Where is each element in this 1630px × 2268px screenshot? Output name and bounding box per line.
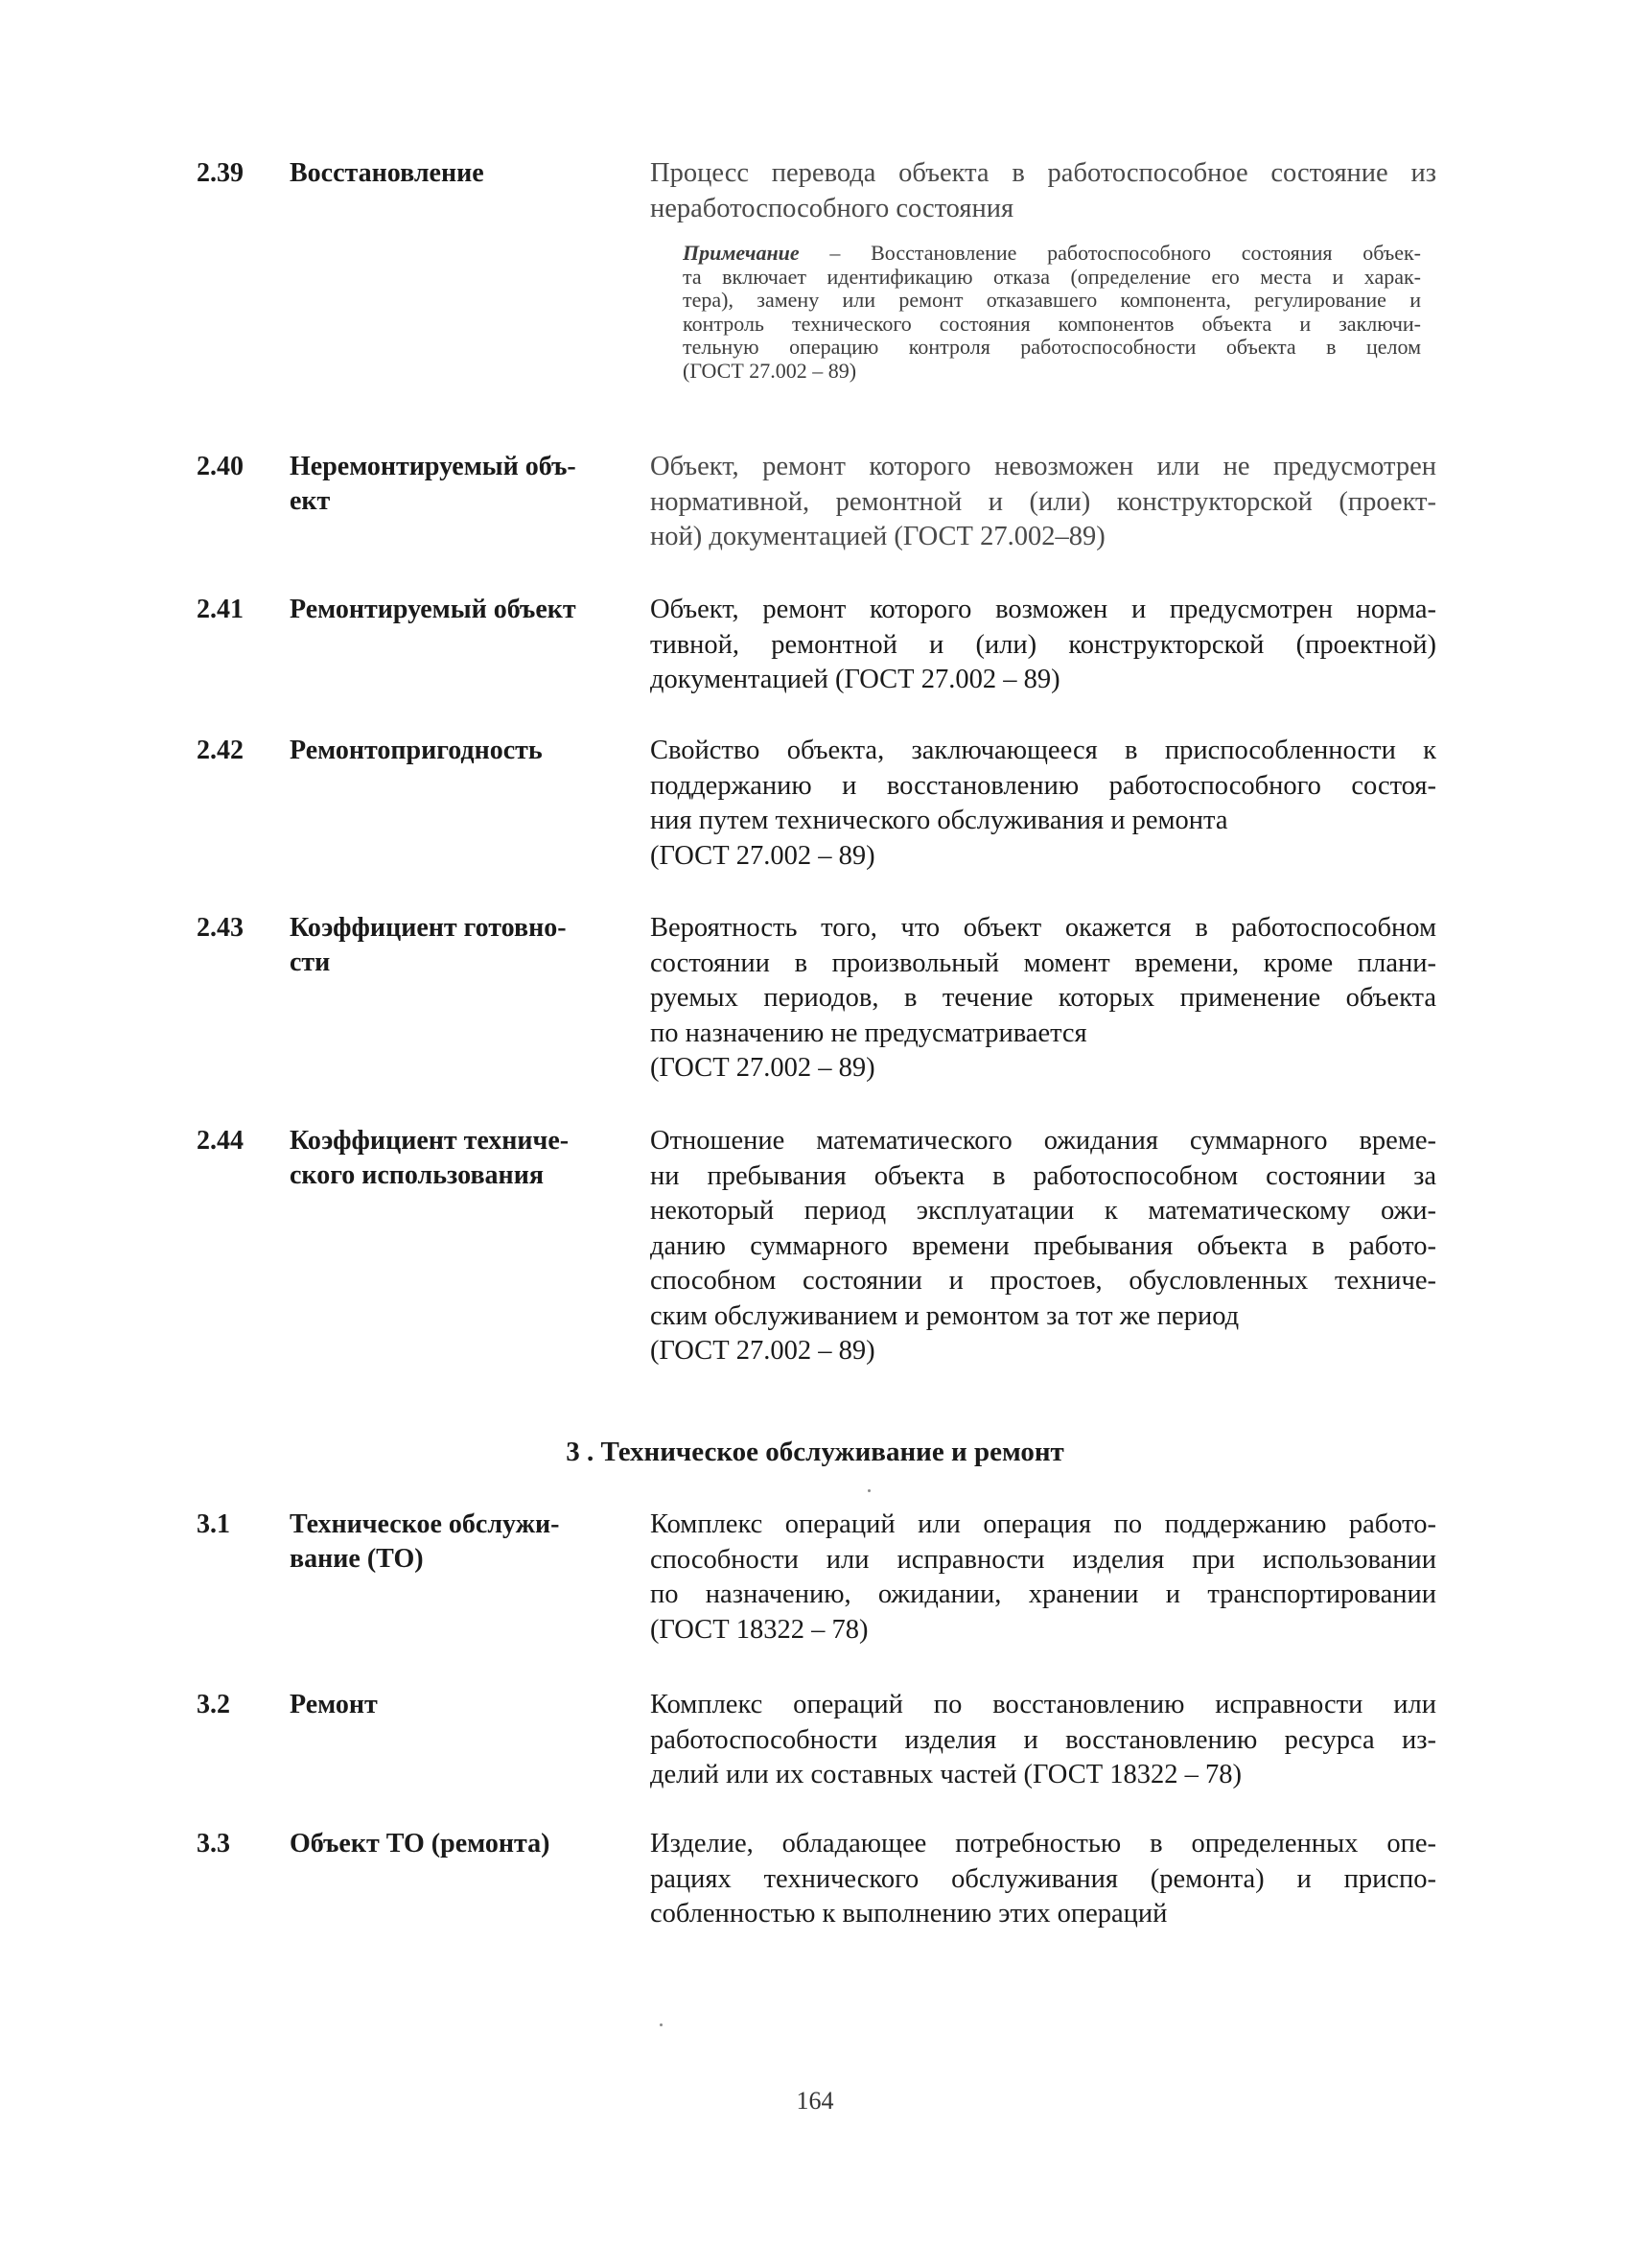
definition-line: ни пребывания объекта в работоспособном состоянии за	[650, 1160, 1436, 1191]
definition-line: Объект, ремонт которого возможен и предусмотрен норма-	[650, 595, 1436, 624]
note-line: Примечание – Восстановление работоспособного состояния объек-	[683, 242, 1421, 265]
entry-term	[290, 1688, 616, 1722]
entry-definition	[650, 1124, 1436, 1369]
entry-number: 2.43	[197, 913, 244, 943]
entry-definition	[650, 593, 1436, 698]
entry-number: 3.1	[197, 1509, 230, 1539]
scan-speck	[868, 1489, 871, 1492]
entry-term	[290, 1827, 616, 1861]
term-line: вание (ТО)	[290, 1544, 424, 1574]
definition-line: поддержанию и восстановлению работоспособного состоя-	[650, 770, 1436, 801]
note-line: (ГОСТ 27.002 – 89)	[683, 359, 857, 383]
entry-number: 3.3	[197, 1829, 230, 1859]
entry-definition	[650, 156, 1436, 226]
definition-line: данию суммарного времени пребывания объекта в работо-	[650, 1230, 1436, 1261]
term-line: Техническое обслужи-	[290, 1509, 560, 1539]
definition-line: тивной, ремонтной и (или) конструкторской (проектной)	[650, 629, 1436, 660]
definition-line: по назначению, ожидании, хранении и транспортировании	[650, 1579, 1436, 1609]
term-line: Коэффициент готовно-	[290, 913, 567, 943]
definition-line: собленностью к выполнению этих операций	[650, 1899, 1168, 1929]
definition-line: ной) документацией (ГОСТ 27.002–89)	[650, 522, 1106, 551]
definition-line: (ГОСТ 18322 – 78)	[650, 1614, 869, 1645]
term-line: Коэффициент техниче-	[290, 1126, 570, 1156]
definition-line: Свойство объекта, заключающееся в приспособленности к	[650, 736, 1436, 765]
note-block	[683, 242, 1421, 383]
definition-line: Отношение математического ожидания суммарного време-	[650, 1126, 1436, 1156]
entry-term	[290, 1508, 616, 1577]
entry-term	[290, 911, 616, 980]
scan-speck	[660, 2023, 663, 2026]
entry-term	[290, 1124, 616, 1193]
note-line: та включает идентификацию отказа (определение его места и харак-	[683, 265, 1421, 289]
entry-number: 2.44	[197, 1126, 244, 1156]
page-number: 164	[796, 2087, 834, 2115]
definition-line: делий или их составных частей (ГОСТ 18322 – 78)	[650, 1760, 1243, 1789]
entry-term	[290, 156, 616, 191]
definition-line: руемых периодов, в течение которых применение объекта	[650, 983, 1436, 1013]
entry-number: 3.2	[197, 1690, 230, 1719]
definition-line: Вероятность того, что объект окажется в работоспособном	[650, 913, 1436, 943]
entry-number: 2.42	[197, 736, 244, 765]
definition-line: способном состоянии и простоев, обусловленных техниче-	[650, 1266, 1436, 1296]
entry-number: 2.40	[197, 452, 244, 481]
definition-line: ским обслуживанием и ремонтом за тот же период	[650, 1300, 1240, 1331]
entry-definition	[650, 1827, 1436, 1932]
definition-line: ния путем технического обслуживания и ремонта	[650, 806, 1228, 835]
definition-line: рациях технического обслуживания (ремонта) и приспо-	[650, 1863, 1436, 1894]
definition-line: работоспособности изделия и восстановлению ресурса из-	[650, 1724, 1436, 1755]
entry-term	[290, 734, 616, 768]
term-line: сти	[290, 947, 331, 977]
definition-line: Изделие, обладающее потребностью в определенных опе-	[650, 1829, 1436, 1859]
section-title: 3 . Техническое обслуживание и ремонт	[566, 1437, 1064, 1467]
note-line: тельную операцию контроля работоспособности объекта в целом	[683, 336, 1421, 359]
definition-line: (ГОСТ 27.002 – 89)	[650, 1053, 875, 1083]
note-label: Примечание	[683, 242, 800, 265]
note-line: контроль технического состояния компонентов объекта и заключи-	[683, 312, 1421, 336]
definition-line: Объект, ремонт которого невозможен или не предусмотрен	[650, 452, 1436, 481]
entry-definition	[650, 1688, 1436, 1793]
definition-line: документацией (ГОСТ 27.002 – 89)	[650, 665, 1060, 694]
term-line: Восстановление	[290, 158, 484, 188]
entry-number: 2.41	[197, 595, 244, 624]
term-line: Ремонт	[290, 1690, 378, 1719]
definition-line: Комплекс операций или операция по поддержанию работо-	[650, 1509, 1436, 1539]
term-line: Ремонтируемый объект	[290, 595, 576, 624]
definition-line: (ГОСТ 27.002 – 89)	[650, 840, 875, 871]
definition-line: Процесс перевода объекта в работоспособное состояние из	[650, 158, 1436, 188]
term-line: Неремонтируемый объ-	[290, 452, 576, 481]
term-line: Ремонтопригодность	[290, 736, 543, 765]
term-line: ского использования	[290, 1160, 544, 1190]
definition-line: (ГОСТ 27.002 – 89)	[650, 1336, 875, 1366]
term-line: ект	[290, 486, 331, 516]
definition-line: неработоспособного состояния	[650, 193, 1014, 223]
note-line: тера), замену или ремонт отказавшего компонента, регулирование и	[683, 289, 1421, 312]
definition-line: по назначению не предусматривается	[650, 1017, 1087, 1048]
entry-number: 2.39	[197, 158, 244, 188]
definition-line: способности или исправности изделия при использовании	[650, 1544, 1436, 1575]
entry-definition	[650, 734, 1436, 874]
entry-term	[290, 450, 616, 519]
entry-definition	[650, 911, 1436, 1087]
definition-line: Комплекс операций по восстановлению исправности или	[650, 1690, 1436, 1719]
term-line: Объект ТО (ремонта)	[290, 1829, 550, 1859]
entry-definition	[650, 450, 1436, 555]
definition-line: состоянии в произвольный момент времени, кроме плани-	[650, 947, 1436, 978]
entry-term	[290, 593, 616, 627]
definition-line: некоторый период эксплуатации к математическому ожи-	[650, 1196, 1436, 1226]
entry-definition	[650, 1508, 1436, 1648]
definition-line: нормативной, ремонтной и (или) конструкторской (проект-	[650, 486, 1436, 517]
